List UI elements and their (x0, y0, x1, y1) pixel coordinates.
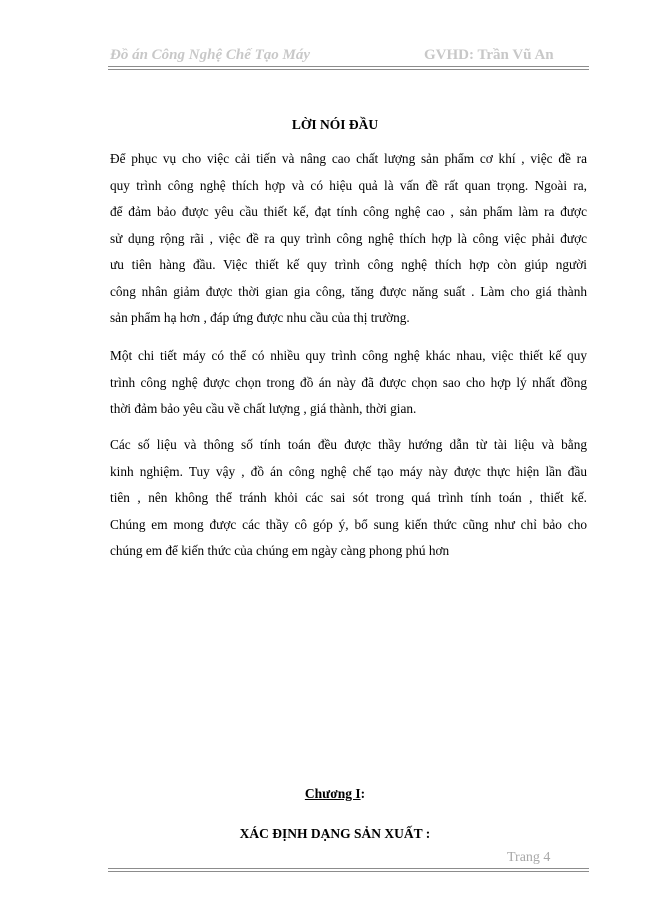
text-line: quy trình công nghệ thích hợp và có hiệu quả là vấn đề rất quan trọng. Ngoài ra, (110, 177, 587, 193)
paragraph-1 (110, 146, 587, 332)
paragraph-3 (110, 432, 587, 565)
chapter-label: Chương I (304, 786, 361, 801)
page-number: Trang 4 (507, 850, 551, 865)
header-instructor: GVHD: Trần Vũ An (424, 47, 554, 63)
text-line: trình công nghệ được chọn trong đồ án này đã được chọn sao cho hợp lý nhất đồng (110, 374, 587, 390)
text-line: sản phẩm hạ hơn , đáp ứng được nhu cầu của thị trường. (110, 310, 410, 325)
text-line: thời đảm bảo yêu cầu về chất lượng , giá thành, thời gian. (110, 401, 417, 416)
text-line: tiên , nên không thể tránh khỏi các sai sót trong quá trình tính toán , thiết kế. (110, 490, 587, 505)
text-line: sử dụng rộng rãi , việc đề ra quy trình công nghệ thích hợp là công việc phải được (110, 230, 587, 246)
paragraph-2 (110, 343, 587, 423)
header-divider (108, 66, 589, 70)
section-heading: XÁC ĐỊNH DẠNG SẢN XUẤT : (239, 826, 431, 841)
page-title: LỜI NÓI ĐẦU (291, 117, 379, 132)
text-line: Chúng em mong được các thầy cô góp ý, bổ sung kiến thức cũng như chỉ bảo cho (110, 516, 587, 532)
footer-divider (108, 868, 589, 872)
text-line: công nhân giảm được thời gian gia công, tăng được năng suất . Làm cho giá thành (110, 283, 587, 299)
chapter-heading (0, 786, 670, 802)
chapter-suffix: : (360, 786, 366, 801)
text-line: chúng em để kiến thức của chúng em ngày càng phong phú hơn (110, 543, 450, 558)
text-line: Để phục vụ cho việc cải tiến và nâng cao chất lượng sản phẩm cơ khí , việc đề ra (110, 151, 587, 166)
text-line: kinh nghiệm. Tuy vậy , đồ án công nghệ chế tạo máy này được thực hiện lần đầu (110, 463, 587, 479)
text-line: Các số liệu và thông số tính toán đều được thầy hướng dẫn từ tài liệu và bằng (110, 437, 587, 452)
text-line: Một chi tiết máy có thể có nhiều quy trình công nghệ khác nhau, việc thiết kế quy (110, 348, 587, 363)
header-course-title: Đồ án Công Nghệ Chế Tạo Máy (110, 47, 311, 63)
text-line: ưu tiên hàng đầu. Việc thiết kế quy trình công nghệ thích hợp còn giúp người (110, 257, 587, 272)
text-line: để đảm bảo được yêu cầu thiết kế, đạt tính công nghệ cao , sản phẩm làm ra được (110, 204, 587, 219)
